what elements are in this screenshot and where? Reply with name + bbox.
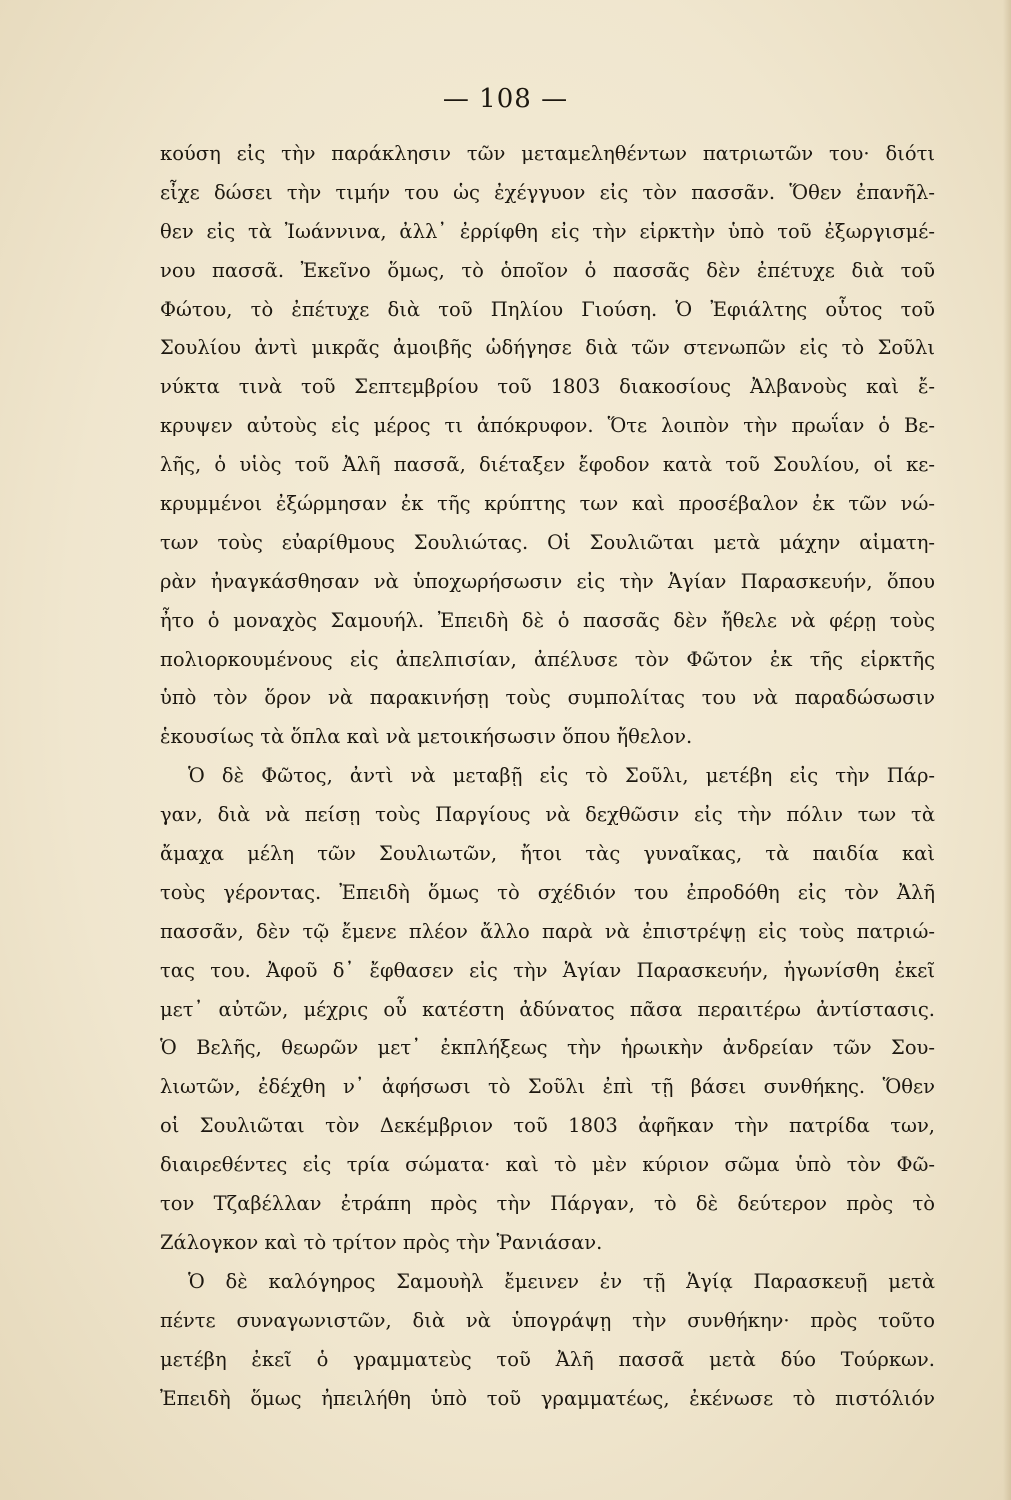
text-line: Ὁ δὲ Φῶτος, ἀντὶ νὰ μεταβῇ εἰς τὸ Σοῦλι, μετέβη εἰς τὴν Πάρ- — [188, 764, 935, 788]
text-line: τας του. Ἀφοῦ δ᾽ ἔφθασεν εἰς τὴν Ἁγίαν Παρασκευήν, ἠγωνίσθη ἐκεῖ — [160, 958, 935, 982]
page-edge — [1003, 0, 1011, 1500]
text-line: ὑπὸ τὸν ὅρον νὰ παρακινήσῃ τοὺς συμπολίτας του νὰ παραδώσωσιν — [160, 686, 935, 710]
text-line: νου πασσᾶ. Ἐκεῖνο ὅμως, τὸ ὁποῖον ὁ πασσᾶς δὲν ἐπέτυχε διὰ τοῦ — [160, 258, 935, 282]
page-number: — 108 — — [442, 84, 569, 114]
text-line: θεν εἰς τὰ Ἰωάννινα, ἀλλ᾽ ἐρρίφθη εἰς τὴν εἱρκτὴν ὑπὸ τοῦ ἐξωργισμέ- — [160, 219, 935, 243]
text-line: κούση εἰς τὴν παράκλησιν τῶν μεταμεληθέντων πατριωτῶν του· διότι — [160, 142, 935, 165]
text-line: ἄμαχα μέλη τῶν Σουλιωτῶν, ἤτοι τὰς γυναῖκας, τὰ παιδία καὶ — [160, 842, 935, 866]
text-line: Ἐπειδὴ ὅμως ἠπειλήθη ὑπὸ τοῦ γραμματέως, ἐκένωσε τὸ πιστόλιόν — [160, 1386, 935, 1410]
text-line: μετ᾽ αὐτῶν, μέχρις οὗ κατέστη ἀδύνατος πᾶσα περαιτέρω ἀντίστασις. — [160, 997, 935, 1021]
text-line: Ὁ δὲ καλόγηρος Σαμουὴλ ἔμεινεν ἐν τῇ Ἁγίᾳ Παρασκευῇ μετὰ — [188, 1269, 935, 1293]
text-line: μετέβη ἐκεῖ ὁ γραμματεὺς τοῦ Ἀλῆ πασσᾶ μετὰ δύο Τούρκων. — [160, 1347, 935, 1371]
page-text — [160, 135, 935, 1418]
text-line: εἶχε δώσει τὴν τιμήν του ὡς ἐχέγγυον εἰς τὸν πασσᾶν. Ὅθεν ἐπανῆλ- — [160, 180, 935, 204]
text-line: ἦτο ὁ μοναχὸς Σαμουήλ. Ἐπειδὴ δὲ ὁ πασσᾶς δὲν ἤθελε νὰ φέρῃ τοὺς — [160, 608, 935, 632]
text-line: Σουλίου ἀντὶ μικρᾶς ἀμοιβῆς ὡδήγησε διὰ τῶν στενωπῶν εἰς τὸ Σοῦλι — [160, 336, 935, 360]
text-line: πέντε συναγωνιστῶν, διὰ νὰ ὑπογράψῃ τὴν συνθήκην· πρὸς τοῦτο — [160, 1308, 935, 1332]
text-line: λιωτῶν, ἐδέχθη ν᾽ ἀφήσωσι τὸ Σοῦλι ἐπὶ τῇ βάσει συνθήκης. Ὅθεν — [160, 1075, 935, 1099]
text-line: οἱ Σουλιῶται τὸν Δεκέμβριον τοῦ 1803 ἀφῆκαν τὴν πατρίδα των, — [160, 1114, 935, 1138]
text-line: Ζάλογκον καὶ τὸ τρίτον πρὸς τὴν Ῥανιάσαν. — [160, 1230, 603, 1254]
text-line: ρὰν ἠναγκάσθησαν νὰ ὑποχωρήσωσιν εἰς τὴν Ἁγίαν Παρασκευήν, ὅπου — [160, 569, 935, 593]
text-line: των τοὺς εὐαρίθμους Σουλιώτας. Οἱ Σουλιῶται μετὰ μάχην αἱματη- — [160, 530, 935, 554]
text-line: διαιρεθέντες εἰς τρία σώματα· καὶ τὸ μὲν κύριον σῶμα ὑπὸ τὸν Φῶ- — [160, 1153, 935, 1177]
text-line: Ὁ Βελῆς, θεωρῶν μετ᾽ ἐκπλήξεως τὴν ἡρωικὴν ἀνδρείαν τῶν Σου- — [160, 1036, 935, 1060]
text-line: πασσᾶν, δὲν τῷ ἔμενε πλέον ἄλλο παρὰ νὰ ἐπιστρέψῃ εἰς τοὺς πατριώ- — [160, 919, 935, 943]
text-line: ἑκουσίως τὰ ὅπλα καὶ νὰ μετοικήσωσιν ὅπου ἤθελον. — [160, 725, 693, 749]
text-line: κρυμμένοι ἐξώρμησαν ἐκ τῆς κρύπτης των καὶ προσέβαλον ἐκ τῶν νώ- — [160, 492, 935, 516]
text-line: πολιορκουμένους εἰς ἀπελπισίαν, ἀπέλυσε τὸν Φῶτον ἐκ τῆς εἱρκτῆς — [160, 647, 935, 671]
text-line: κρυψεν αὐτοὺς εἰς μέρος τι ἀπόκρυφον. Ὅτε λοιπὸν τὴν πρωΐαν ὁ Βε- — [160, 414, 935, 438]
text-line: νύκτα τινὰ τοῦ Σεπτεμβρίου τοῦ 1803 διακοσίους Ἀλβανοὺς καὶ ἔ- — [160, 375, 935, 399]
text-line: τον Τζαβέλλαν ἐτράπη πρὸς τὴν Πάργαν, τὸ δὲ δεύτερον πρὸς τὸ — [160, 1192, 935, 1216]
text-line: Φώτου, τὸ ἐπέτυχε διὰ τοῦ Πηλίου Γιούση. Ὁ Ἐφιάλτης οὗτος τοῦ — [160, 297, 935, 321]
text-line: λῆς, ὁ υἱὸς τοῦ Ἀλῆ πασσᾶ, διέταξεν ἔφοδον κατὰ τοῦ Σουλίου, οἱ κε- — [160, 453, 935, 477]
text-line: γαν, διὰ νὰ πείσῃ τοὺς Παργίους νὰ δεχθῶσιν εἰς τὴν πόλιν των τὰ — [160, 803, 935, 827]
text-line: τοὺς γέροντας. Ἐπειδὴ ὅμως τὸ σχέδιόν του ἐπροδόθη εἰς τὸν Ἀλῆ — [160, 880, 935, 904]
